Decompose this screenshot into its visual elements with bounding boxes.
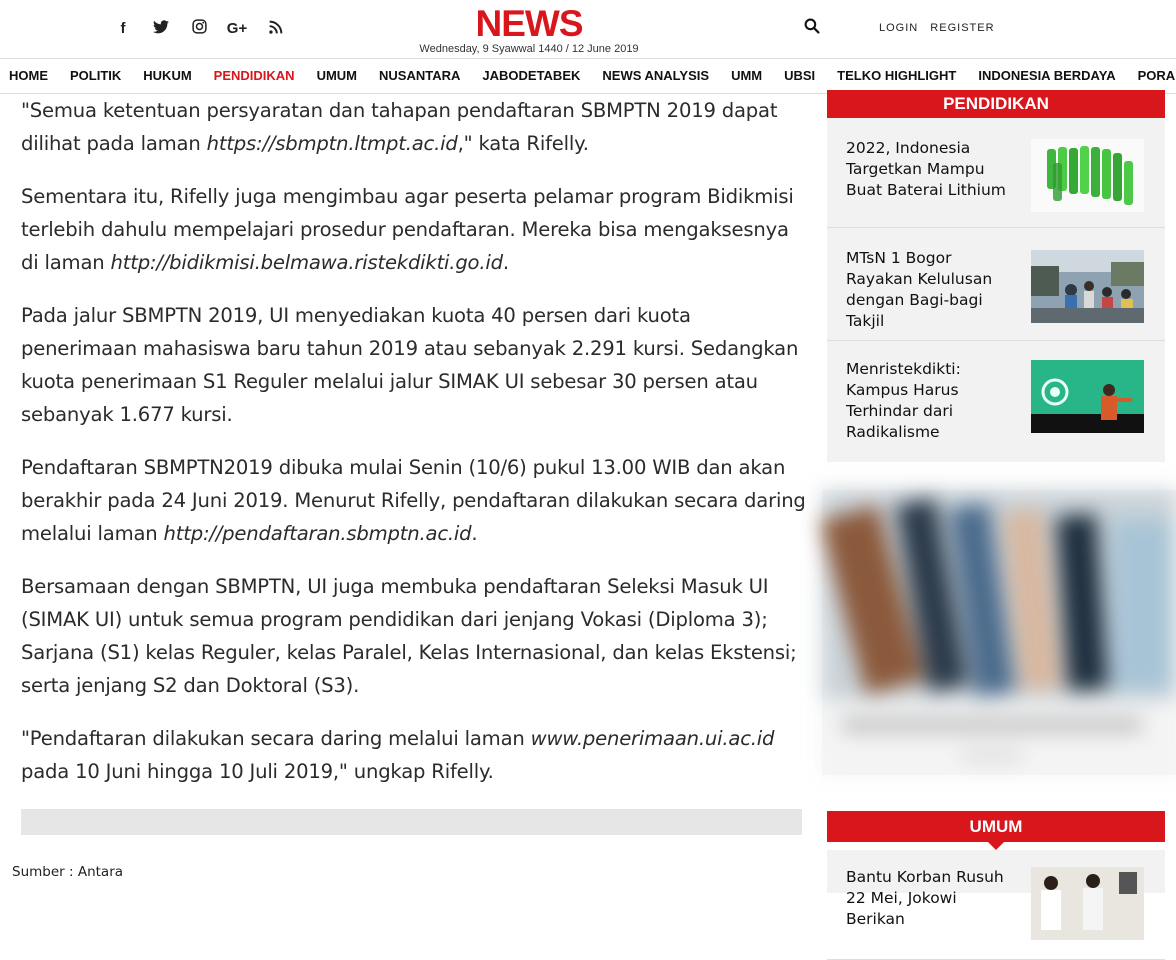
nav-item-jabodetabek[interactable]: JABODETABEK (482, 68, 581, 83)
pendaftaran-link[interactable]: http://pendaftaran.sbmptn.ac.id (163, 522, 472, 545)
nav-item-pora[interactable]: PORA (1137, 68, 1176, 83)
site-header (0, 0, 1176, 58)
sidebar-news-item[interactable] (827, 118, 1165, 228)
sidebar-news-item[interactable] (827, 231, 1165, 341)
news-title[interactable]: MTsN 1 Bogor Rayakan Kelulusan dengan Bagi-bagi Takjil (846, 249, 993, 330)
news-thumbnail[interactable] (1031, 250, 1144, 323)
sidebar-news-item[interactable] (827, 342, 1165, 462)
sbmptn-link[interactable]: https://sbmptn.ltmpt.ac.id (206, 132, 458, 155)
section-title: UMUM (969, 817, 1023, 836)
news-title[interactable]: Bantu Korban Rusuh 22 Mei, Jokowi Berikan (846, 868, 1004, 928)
sidebar-section-header[interactable] (827, 90, 1165, 118)
sidebar-umum-list (827, 850, 1165, 928)
google-plus-icon[interactable]: G+ (226, 20, 248, 37)
article-paragraph: Bersamaan dengan SBMPTN, UI juga membuka pendaftaran Seleksi Masuk UI (SIMAK UI) untuk semua program pendidikan dari jenjang Vokasi (Diploma 3); Sarjana (S1) kelas Reguler, kelas Paralel, Kelas Internasional, dan kelas Ekstensi; serta jenjang S2 dan Doktoral (S3). (21, 575, 797, 697)
facebook-icon[interactable]: f (120, 20, 126, 37)
text-run: Pendaftaran SBMPTN2019 dibuka mulai Senin (10/6) pukul 13.00 WIB dan akan berakhir pada 24 Juni 2019. Menurut Rifelly, pendaftaran dilakukan secara daring melalui laman (21, 456, 806, 545)
news-thumbnail[interactable] (1031, 867, 1144, 940)
article-paragraph (21, 722, 807, 788)
text-run: Sementara itu, Rifelly juga mengimbau agar peserta pelamar program Bidikmisi terlebih dahulu mempelajari prosedur pendaftaran. Mereka bisa mengaksesnya di laman (21, 185, 794, 274)
text-run: . (471, 522, 478, 545)
current-date: Wednesday, 9 Syawwal 1440 / 12 June 2019 (419, 43, 639, 55)
nav-item-indonesia-berdaya[interactable]: INDONESIA BERDAYA (978, 68, 1116, 83)
news-thumbnail[interactable] (1031, 139, 1144, 212)
nav-item-politik[interactable]: POLITIK (70, 68, 122, 83)
auth-links (879, 22, 1003, 34)
header-arrow (988, 842, 1004, 850)
search-icon[interactable] (804, 18, 822, 36)
article-paragraph (21, 180, 807, 279)
nav-item-news-analysis[interactable]: NEWS ANALYSIS (602, 68, 710, 83)
register-link[interactable]: REGISTER (930, 22, 995, 34)
article-paragraph (21, 94, 807, 160)
penerimaan-link[interactable]: www.penerimaan.ui.ac.id (530, 727, 775, 750)
bidikmisi-link[interactable]: http://bidikmisi.belmawa.ristekdikti.go.id (110, 251, 503, 274)
text-run: . (502, 251, 509, 274)
text-run: "Pendaftaran dilakukan secara daring melalui laman (21, 727, 531, 750)
sidebar-news-list (827, 118, 1165, 462)
article-separator-bar (21, 809, 802, 835)
news-title[interactable]: Menristekdikti: Kampus Harus Terhindar dari Radikalisme (846, 360, 961, 441)
sidebar-advertisement[interactable] (822, 490, 1176, 775)
nav-item-telko-highlight[interactable]: TELKO HIGHLIGHT (837, 68, 957, 83)
site-logo[interactable]: NEWS (475, 3, 583, 44)
nav-item-hukum[interactable]: HUKUM (143, 68, 192, 83)
sidebar-section-header[interactable] (827, 811, 1165, 842)
nav-item-pendidikan[interactable]: PENDIDIKAN (213, 68, 295, 83)
news-thumbnail[interactable] (1031, 360, 1144, 433)
nav-item-home[interactable]: HOME (9, 68, 48, 83)
sidebar-news-item[interactable] (827, 850, 1165, 960)
main-nav (0, 58, 1176, 94)
text-run: pada 10 Juni hingga 10 Juli 2019," ungkap Rifelly. (21, 760, 494, 783)
section-title: PENDIDIKAN (943, 94, 1049, 113)
login-link[interactable]: LOGIN (879, 22, 919, 34)
article-paragraph: Pada jalur SBMPTN 2019, UI menyediakan kuota 40 persen dari kuota penerimaan mahasiswa baru tahun 2019 atau sebanyak 2.291 kursi. Sedangkan kuota penerimaan S1 Reguler melalui jalur SIMAK UI sebesar 30 persen atau sebanyak 1.677 kursi. (21, 304, 799, 426)
nav-item-umm[interactable]: UMM (731, 68, 763, 83)
article-body (21, 94, 807, 808)
text-run: "Semua ketentuan persyaratan dan tahapan pendaftaran SBMPTN 2019 dapat dilihat pada laman (21, 99, 778, 155)
article-source: Sumber : Antara (12, 864, 124, 880)
article-paragraph (21, 451, 807, 550)
nav-item-ubsi[interactable]: UBSI (784, 68, 816, 83)
text-run: ," kata Rifelly. (457, 132, 589, 155)
nav-item-nusantara[interactable]: NUSANTARA (379, 68, 461, 83)
nav-item-umum[interactable]: UMUM (316, 68, 358, 83)
news-title[interactable]: 2022, Indonesia Targetkan Mampu Buat Baterai Lithium (846, 139, 1006, 199)
